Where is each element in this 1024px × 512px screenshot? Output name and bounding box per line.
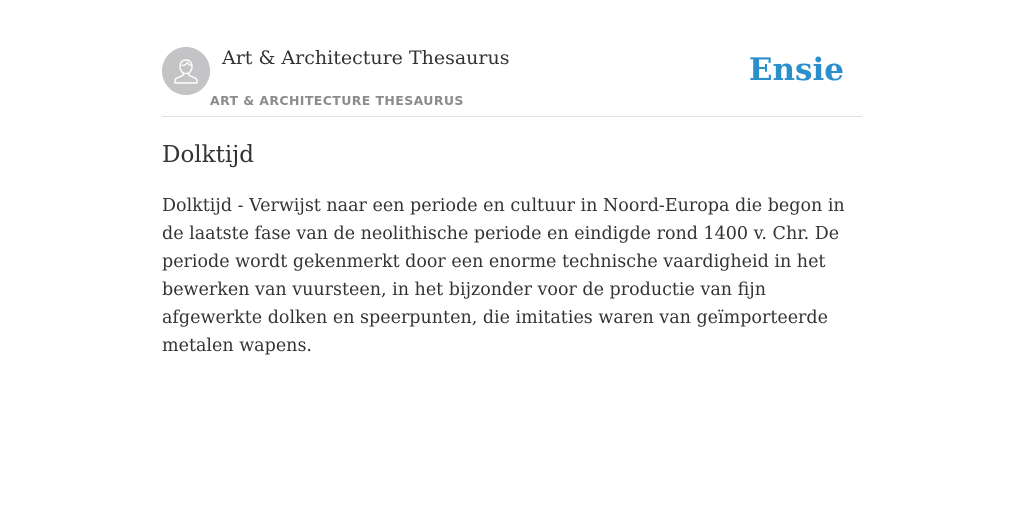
entry-header [162,0,862,117]
user-icon [162,47,210,95]
author-name[interactable]: Art & Architecture Thesaurus [222,47,510,69]
entry-title: Dolktijd [162,142,255,168]
ensie-logo[interactable]: Ensie [748,52,844,88]
entry-body: Dolktijd - Verwijst naar een periode en cultuur in Noord-Europa die begon in de laatste fase van de neolithische periode en eindigde rond 1400 v. Chr. De periode wordt gekenmerkt door een enorme technische vaardigheid in het bewerken van vuursteen, in het bijzonder voor de productie van fijn afgewerkte dolken en speerpunten, die imitaties waren van geïmporteerde metalen wapens. [162,196,845,356]
page-container [162,0,862,356]
author-avatar[interactable] [162,47,210,95]
source-label[interactable]: ART & ARCHITECTURE THESAURUS [210,93,464,108]
